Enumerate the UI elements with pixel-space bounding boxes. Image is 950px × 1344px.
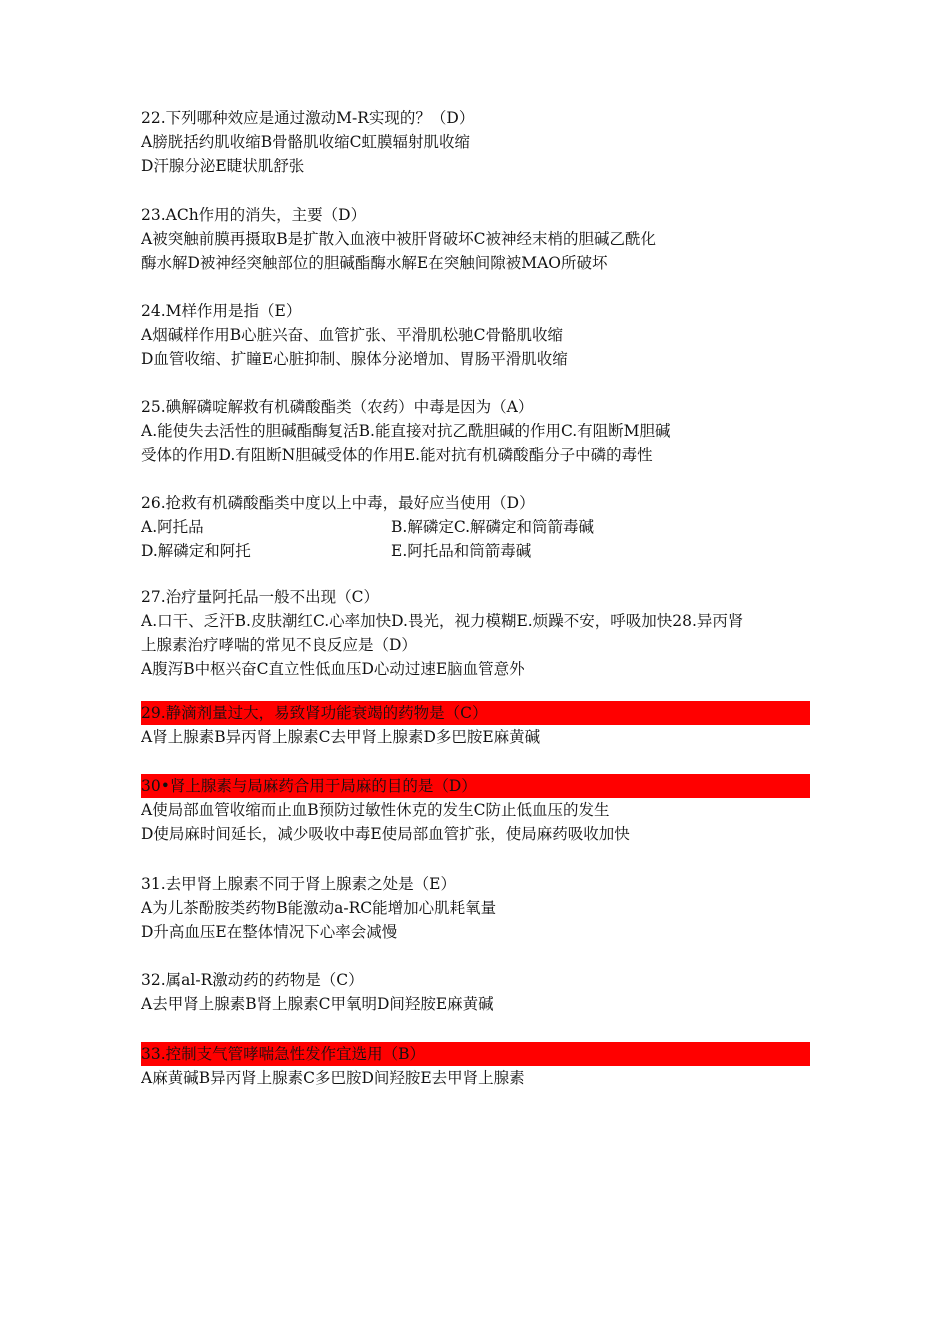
question-26	[141, 491, 811, 563]
option-d: D.解磷定和阿托	[141, 542, 251, 560]
question-stem: 31.去甲肾上腺素不同于肾上腺素之处是（E）	[141, 875, 456, 893]
question-options: 受体的作用D.有阻断N胆碱受体的作用E.能对抗有机磷酸酯分子中磷的毒性	[141, 446, 653, 464]
question-options: D血管收缩、扩瞳E心脏抑制、腺体分泌增加、胃肠平滑肌收缩	[141, 350, 568, 368]
question-stem: 26.抢救有机磷酸酯类中度以上中毒，最好应当使用（D）	[141, 494, 535, 512]
question-stem: 25.碘解磷啶解救有机磷酸酯类（农药）中毒是因为（A）	[141, 398, 534, 416]
question-options: D使局麻时间延长，减少吸收中毒E使局部血管扩张，使局麻药吸收加快	[141, 825, 630, 843]
question-options: A为儿茶酚胺类药物B能激动a-RC能增加心肌耗氧量	[141, 899, 497, 917]
question-25	[141, 395, 811, 467]
question-options: A膀胱括约肌收缩B骨骼肌收缩C虹膜辐射肌收缩	[141, 133, 470, 151]
question-27	[141, 585, 811, 681]
highlighted-question-stem: 29.静滴剂量过大，易致肾功能衰竭的药物是（C）	[141, 701, 810, 725]
question-stem: 24.M样作用是指（E）	[141, 302, 302, 320]
question-32	[141, 968, 811, 1016]
question-31	[141, 872, 811, 944]
question-options: D升高血压E在整体情况下心率会减慢	[141, 923, 398, 941]
question-stem: 32.属al-R激动药的药物是（C）	[141, 971, 364, 989]
question-options: A.能使失去活性的胆碱酯酶复活B.能直接对抗乙酰胆碱的作用C.有阻断M胆碱	[141, 422, 671, 440]
question-stem: 23.ACh作用的消失，主要（D）	[141, 206, 367, 224]
question-24	[141, 299, 811, 371]
question-stem: 27.治疗量阿托品一般不出现（C）	[141, 588, 380, 606]
option-a: A.阿托品	[141, 518, 204, 536]
question-options: D汗腺分泌E睫状肌舒张	[141, 157, 305, 175]
question-options: A被突触前膜再摄取B是扩散入血液中被肝肾破坏C被神经末梢的胆碱乙酰化	[141, 230, 656, 248]
question-33	[141, 1042, 811, 1090]
question-options: A.口干、乏汗B.皮肤潮红C.心率加快D.畏光，视力模糊E.烦躁不安，呼吸加快28.异丙肾	[141, 612, 744, 630]
question-22	[141, 106, 811, 178]
question-options: A使局部血管收缩而止血B预防过敏性休克的发生C防止低血压的发生	[141, 801, 610, 819]
option-e: E.阿托品和筒箭毒碱	[391, 542, 532, 560]
question-options: A烟碱样作用B心脏兴奋、血管扩张、平滑肌松驰C骨骼肌收缩	[141, 326, 563, 344]
highlighted-question-stem: 30•肾上腺素与局麻药合用于局麻的目的是（D）	[141, 774, 810, 798]
question-options: A去甲肾上腺素B肾上腺素C甲氧明D间羟胺E麻黄碱	[141, 995, 494, 1013]
question-stem: 22.下列哪种效应是通过激动M-R实现的？（D）	[141, 109, 475, 127]
question-23	[141, 203, 811, 275]
highlighted-question-stem: 33.控制支气管哮喘急性发作宜选用（B）	[141, 1042, 810, 1066]
question-options-row	[141, 539, 811, 563]
question-29	[141, 701, 811, 749]
question-options: 酶水解D被神经突触部位的胆碱酯酶水解E在突触间隙被MAO所破坏	[141, 254, 608, 272]
question-30	[141, 774, 811, 846]
question-options: 上腺素治疗哮喘的常见不良反应是（D）	[141, 636, 417, 654]
question-options-row	[141, 515, 811, 539]
option-bc: B.解磷定C.解磷定和筒箭毒碱	[391, 518, 595, 536]
question-options: A肾上腺素B异丙肾上腺素C去甲肾上腺素D多巴胺E麻黄碱	[141, 728, 541, 746]
question-options: A麻黄碱B异丙肾上腺素C多巴胺D间羟胺E去甲肾上腺素	[141, 1069, 525, 1087]
question-options: A腹泻B中枢兴奋C直立性低血压D心动过速E脑血管意外	[141, 660, 525, 678]
